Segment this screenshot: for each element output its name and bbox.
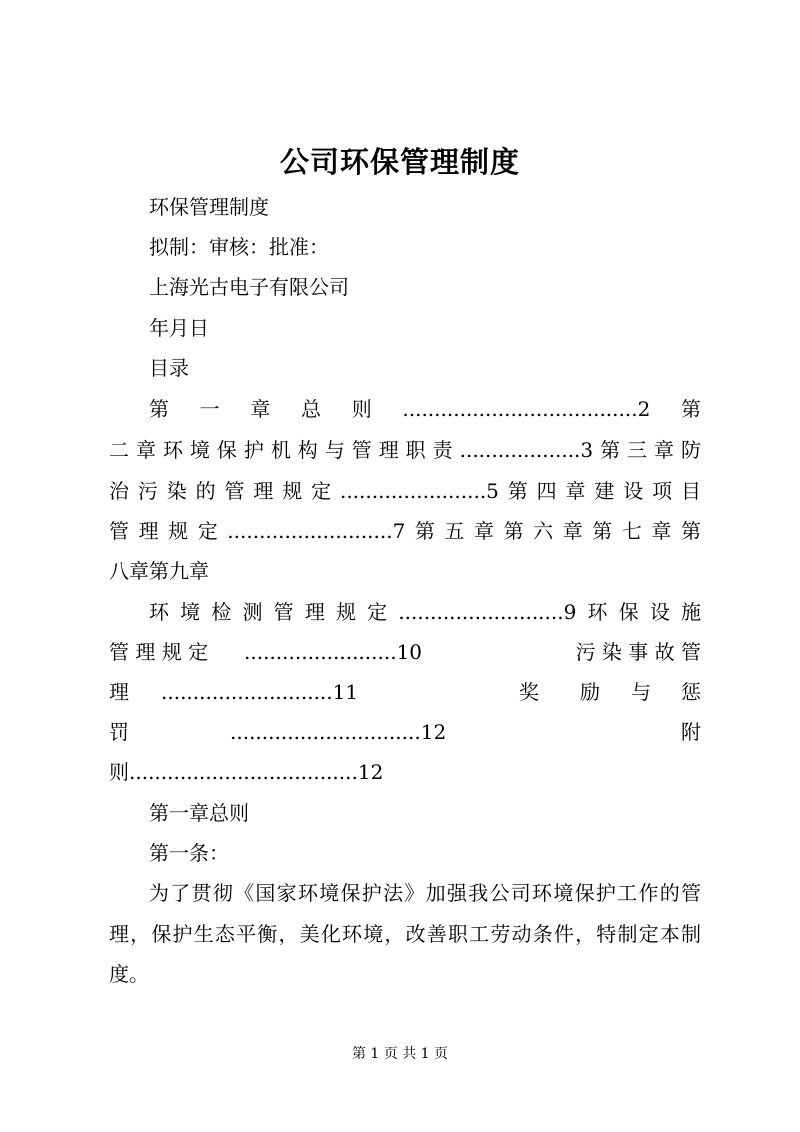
toc-line: 则....................................12 xyxy=(109,760,384,784)
body-paragraph-line: 理，保护生态平衡，美化环境，改善职工劳动条件，特制定本制 xyxy=(109,922,701,946)
toc-leader: ...........................11 xyxy=(161,680,359,704)
chapter-heading: 第一章总则 xyxy=(149,801,249,825)
toc-heading: 目录 xyxy=(149,356,189,380)
toc-line xyxy=(109,677,701,707)
toc-text: 罚 xyxy=(109,720,129,744)
toc-text: 污 染 事 故 管 xyxy=(575,640,701,664)
company-name: 上海光古电子有限公司 xyxy=(149,275,349,299)
toc-text: 管 理 规 定 xyxy=(109,640,209,664)
toc-leader: ........................10 xyxy=(244,640,423,664)
toc-line: 第一章总则.....................................2第 xyxy=(149,397,701,421)
toc-text: 惩 xyxy=(681,680,701,704)
document-title: 公司环保管理制度 xyxy=(279,145,520,179)
toc-text: 励 xyxy=(580,680,600,704)
toc-line: 管理规定..........................7第五章第六章第七章第 xyxy=(109,519,701,543)
toc-leader: ..............................12 xyxy=(230,720,447,744)
toc-line xyxy=(109,717,701,747)
toc-text: 附 xyxy=(681,720,701,744)
page-footer: 第 1 页 共 1 页 xyxy=(351,1046,449,1062)
toc-line xyxy=(109,637,701,667)
approval-line: 拟制：审核：批准： xyxy=(149,235,329,259)
toc-line: 八章第九章 xyxy=(109,559,209,583)
subtitle: 环保管理制度 xyxy=(149,195,269,219)
article-heading: 第一条： xyxy=(149,841,229,865)
toc-text: 理 xyxy=(109,680,129,704)
toc-text: 奖 xyxy=(519,680,539,704)
toc-line: 二章环境保护机构与管理职责...................3第三章防 xyxy=(109,438,701,462)
body-paragraph-line: 度。 xyxy=(109,962,149,986)
date-line: 年月日 xyxy=(149,316,209,340)
toc-line: 治污染的管理规定.......................5第四章建设项目 xyxy=(109,479,701,503)
toc-text: 与 xyxy=(631,680,651,704)
body-paragraph-line: 为了贯彻《国家环境保护法》加强我公司环境保护工作的管 xyxy=(149,881,701,905)
toc-line: 环境检测管理规定..........................9环保设施 xyxy=(149,600,701,624)
